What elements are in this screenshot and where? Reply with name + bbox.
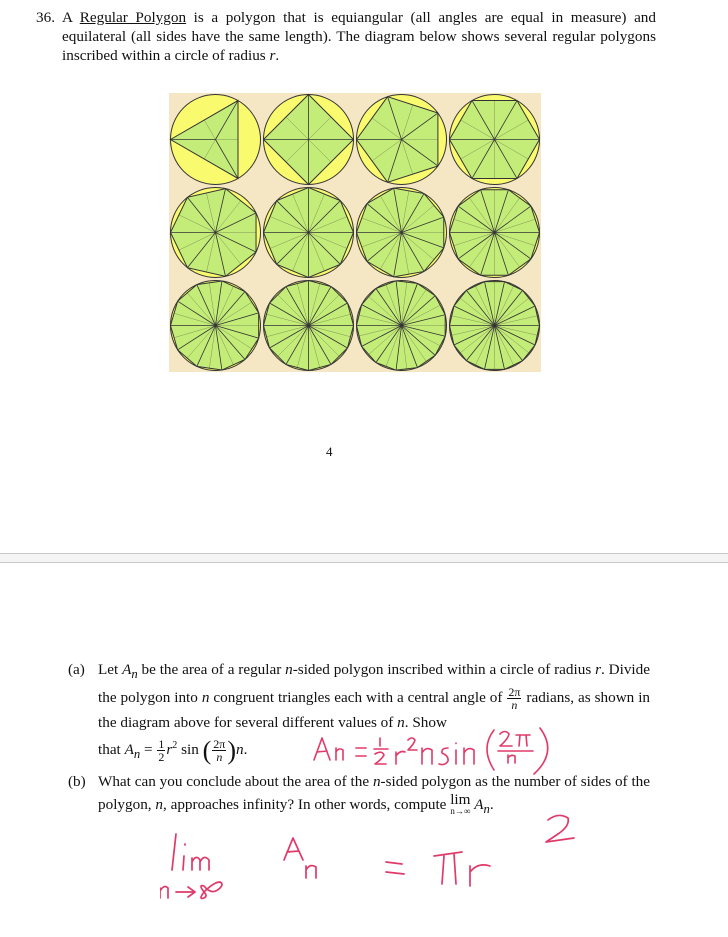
- inscribed-polygon-4: [264, 95, 354, 185]
- sin-arg-fraction: [212, 738, 226, 763]
- inscribed-polygon-11: [171, 281, 261, 371]
- half-num: 1: [158, 737, 165, 752]
- page-number: 4: [326, 444, 333, 459]
- a-var-n-2: n: [201, 689, 210, 707]
- part-a-label: (a): [68, 661, 85, 678]
- polygon-diagram: [169, 93, 541, 372]
- sin-arg-den: n: [216, 750, 223, 765]
- inscribed-polygon-13: [357, 281, 447, 371]
- inscribed-polygon-9: [357, 188, 447, 278]
- a-var-r-2: r: [166, 741, 173, 759]
- inscribed-polygon-10: [450, 188, 540, 278]
- half-den: 2: [158, 750, 165, 765]
- a-var-r: r: [595, 661, 601, 678]
- b-text-1: What can you conclude about the area of the: [98, 773, 373, 790]
- a-sub-n: n: [131, 667, 138, 682]
- a-equals: =: [140, 741, 157, 759]
- b-text-3: , approaches infinity? In other words, compute: [162, 796, 451, 813]
- angle-den: n: [511, 698, 518, 713]
- b-var-A: A: [474, 796, 484, 813]
- a-var-n-3: n: [397, 714, 405, 732]
- a-var-n: n: [285, 661, 293, 678]
- part-a: [68, 658, 650, 766]
- problem-text: [62, 8, 656, 65]
- part-b: [68, 770, 650, 821]
- a-text-2: be the area of a regular: [137, 661, 286, 678]
- lim-word: lim: [450, 791, 471, 808]
- a-rparen: ): [227, 736, 237, 766]
- b-var-n-2: n: [155, 796, 163, 813]
- a-text-3: -sided polygon inscribed within a circle of radius: [292, 661, 592, 678]
- b-text-2: -sided polygon as the number of sides of the polygon,: [98, 773, 650, 813]
- part-b-text: [98, 770, 650, 821]
- intro-text-cont: is a polygon that is equiangular (all angles are equal in measure) and equilateral (all sides have the same length). The diagram below shows several regular polygons inscribed within a circle of radius: [62, 9, 656, 64]
- inscribed-polygon-7: [171, 188, 261, 278]
- a-text-5: congruent triangles each with a central angle of: [209, 689, 503, 707]
- sin-arg-num: 2π: [213, 737, 226, 752]
- a-var-n-4: n: [236, 741, 244, 759]
- inscribed-polygon-12: [264, 281, 354, 371]
- a-sin: sin: [177, 741, 203, 759]
- a-text-4: . Divide the polygon into: [98, 661, 650, 707]
- a-lparen: (: [202, 736, 212, 766]
- b-period: .: [489, 796, 494, 813]
- problem-statement: [36, 8, 656, 65]
- a-period: .: [243, 741, 248, 759]
- b-var-n: n: [372, 773, 381, 790]
- lim-subscript: n→∞: [450, 806, 471, 816]
- handwritten-answer-b: [160, 808, 600, 920]
- a-var-A: A: [122, 661, 132, 678]
- part-a-text: [98, 658, 650, 766]
- a-text-8: that: [98, 741, 125, 759]
- a-square: 2: [172, 740, 178, 752]
- intro-text: A: [62, 9, 80, 26]
- a-text-1: Let: [98, 661, 123, 678]
- var-r: r: [269, 47, 276, 64]
- angle-fraction: [507, 686, 521, 711]
- part-b-label: (b): [68, 773, 86, 790]
- inscribed-polygon-8: [264, 188, 354, 278]
- half-fraction: [157, 738, 165, 763]
- a-sub-n-2: n: [133, 747, 141, 762]
- inscribed-polygon-5: [357, 95, 447, 185]
- page-separator: [0, 553, 728, 563]
- b-sub-n: n: [483, 802, 490, 817]
- term-regular-polygon: Regular Polygon: [79, 9, 187, 26]
- a-text-6: radians, as shown in the diagram above for several different values of: [98, 689, 651, 732]
- a-text-7: . Show: [404, 714, 447, 732]
- limit-expression: [450, 793, 470, 816]
- a-var-A-2: A: [124, 741, 134, 759]
- inscribed-polygon-14: [450, 281, 540, 371]
- problem-number: 36.: [36, 9, 55, 26]
- inscribed-polygon-3: [171, 95, 261, 185]
- intro-period: .: [275, 47, 280, 64]
- angle-num: 2π: [508, 685, 521, 700]
- inscribed-polygon-6: [450, 95, 540, 185]
